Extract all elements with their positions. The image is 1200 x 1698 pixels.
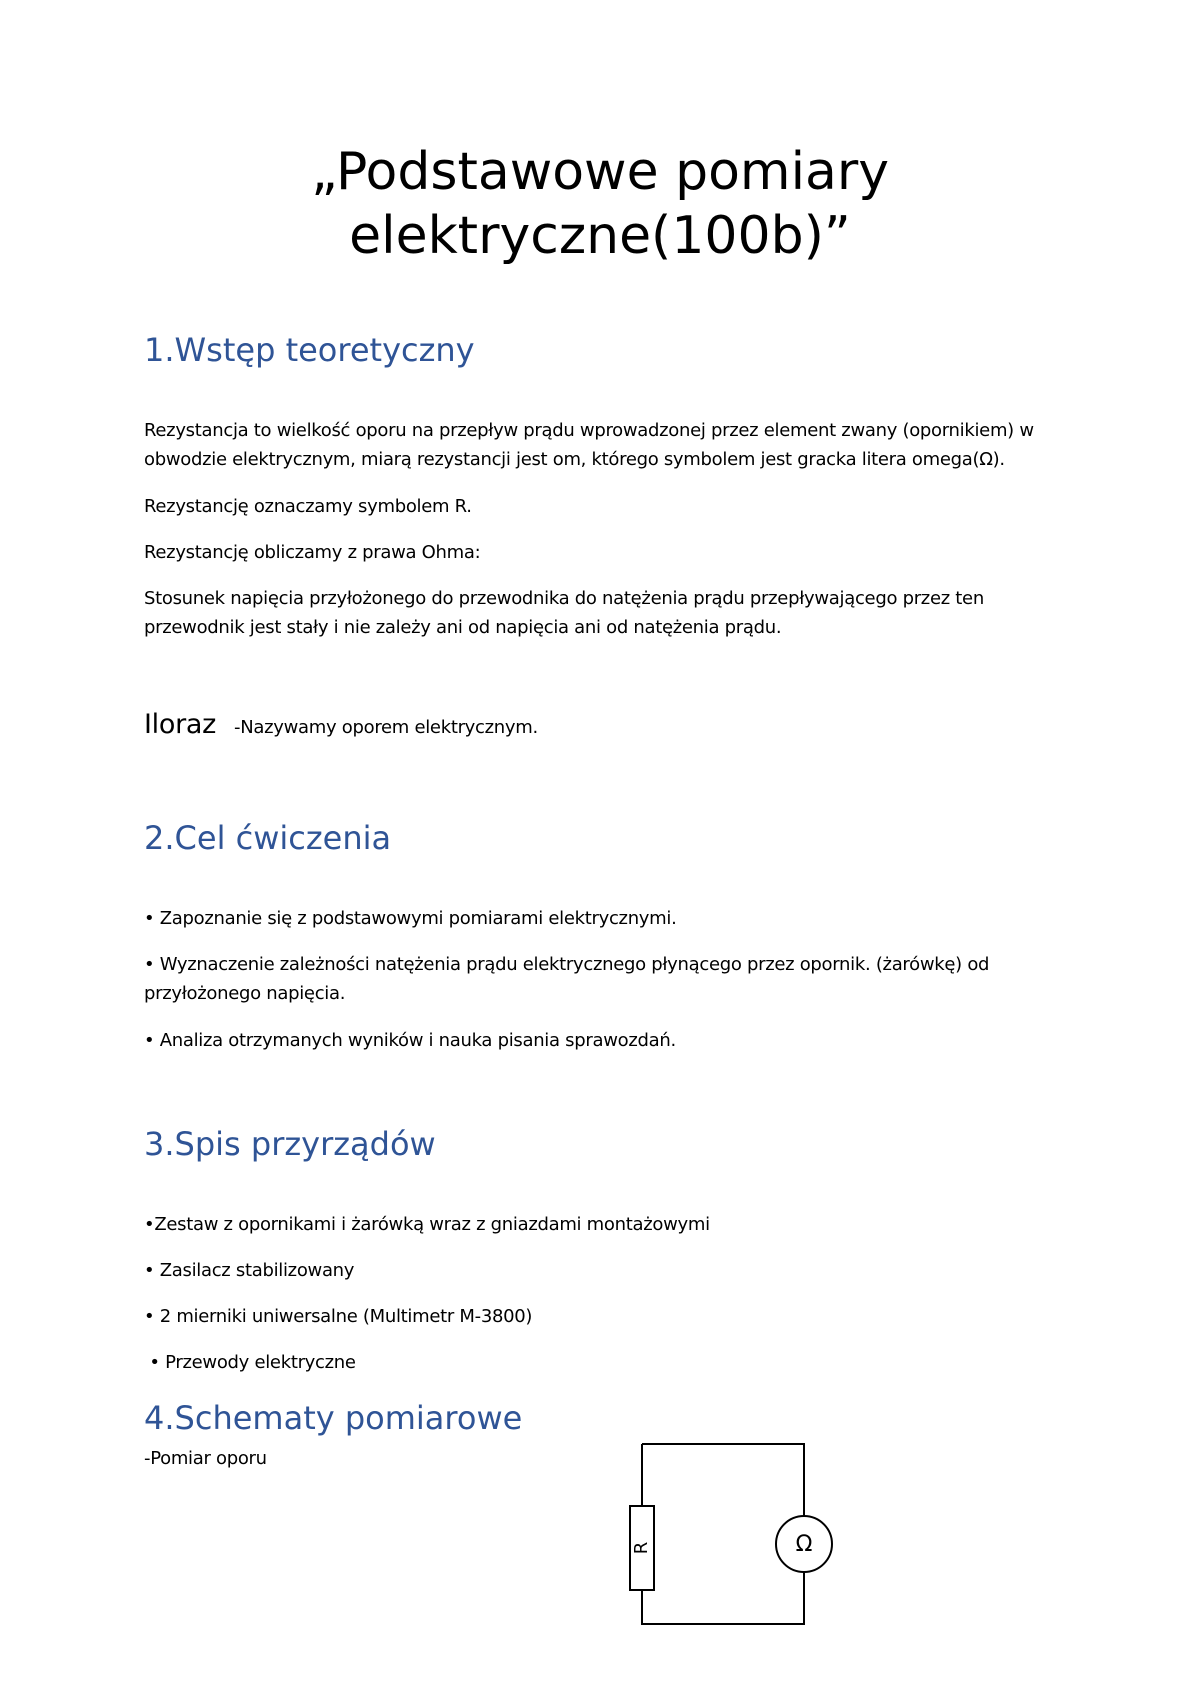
list-item-line: • Wyznaczenie zależności natężenia prądu elektrycznego płynącego przez opornik. (żarówkę) od [144, 954, 990, 975]
resistance-circuit-diagram [620, 1436, 860, 1636]
list-item: • Zapoznanie się z podstawowymi pomiarami elektrycznymi. [144, 908, 677, 929]
paragraph-line: przewodnik jest stały i nie zależy ani od napięcia ani od natężenia prądu. [144, 617, 782, 638]
section-1-heading: 1.Wstęp teoretyczny [144, 331, 475, 369]
list-item-line: przyłożonego napięcia. [144, 983, 346, 1004]
resistor-label: R [631, 1541, 652, 1555]
circuit-wire-top [642, 1444, 804, 1516]
list-item: • Przewody elektryczne [144, 1352, 356, 1373]
paragraph-rezystancja [144, 416, 1064, 474]
paragraph-stosunek [144, 584, 1064, 642]
title-line-2: elektryczne(100b)” [349, 206, 851, 266]
paragraph-symbol: Rezystancję oznaczamy symbolem R. [144, 496, 472, 517]
paragraph-line: Rezystancja to wielkość oporu na przepływ prądu wprowadzonej przez element zwany (opornikiem) w [144, 420, 1034, 441]
paragraph-iloraz [144, 708, 1064, 745]
iloraz-word: Iloraz [144, 709, 217, 740]
document-title [0, 140, 1200, 268]
section-4-heading: 4.Schematy pomiarowe [144, 1399, 523, 1437]
list-item: • 2 mierniki uniwersalne (Multimetr M-3800) [144, 1306, 533, 1327]
paragraph-ohm-law: Rezystancję obliczamy z prawa Ohma: [144, 542, 481, 563]
section-2-heading: 2.Cel ćwiczenia [144, 819, 392, 857]
ohmmeter-label: Ω [795, 1532, 813, 1557]
iloraz-definition: -Nazywamy oporem elektrycznym. [234, 717, 538, 738]
paragraph-line: obwodzie elektrycznym, miarą rezystancji jest om, którego symbolem jest gracka litera omega(Ω). [144, 449, 1005, 470]
list-item: • Zasilacz stabilizowany [144, 1260, 355, 1281]
diagram-caption: -Pomiar oporu [144, 1448, 267, 1469]
title-line-1: „Podstawowe pomiary [310, 142, 890, 202]
list-item: • Analiza otrzymanych wyników i nauka pisania sprawozdań. [144, 1030, 676, 1051]
list-item: •Zestaw z opornikami i żarówką wraz z gniazdami montażowymi [144, 1214, 710, 1235]
paragraph-line: Stosunek napięcia przyłożonego do przewodnika do natężenia prądu przepływającego przez ten [144, 588, 984, 609]
list-item [144, 950, 1064, 1008]
circuit-wire-bottom [642, 1572, 804, 1624]
section-3-heading: 3.Spis przyrządów [144, 1125, 436, 1163]
